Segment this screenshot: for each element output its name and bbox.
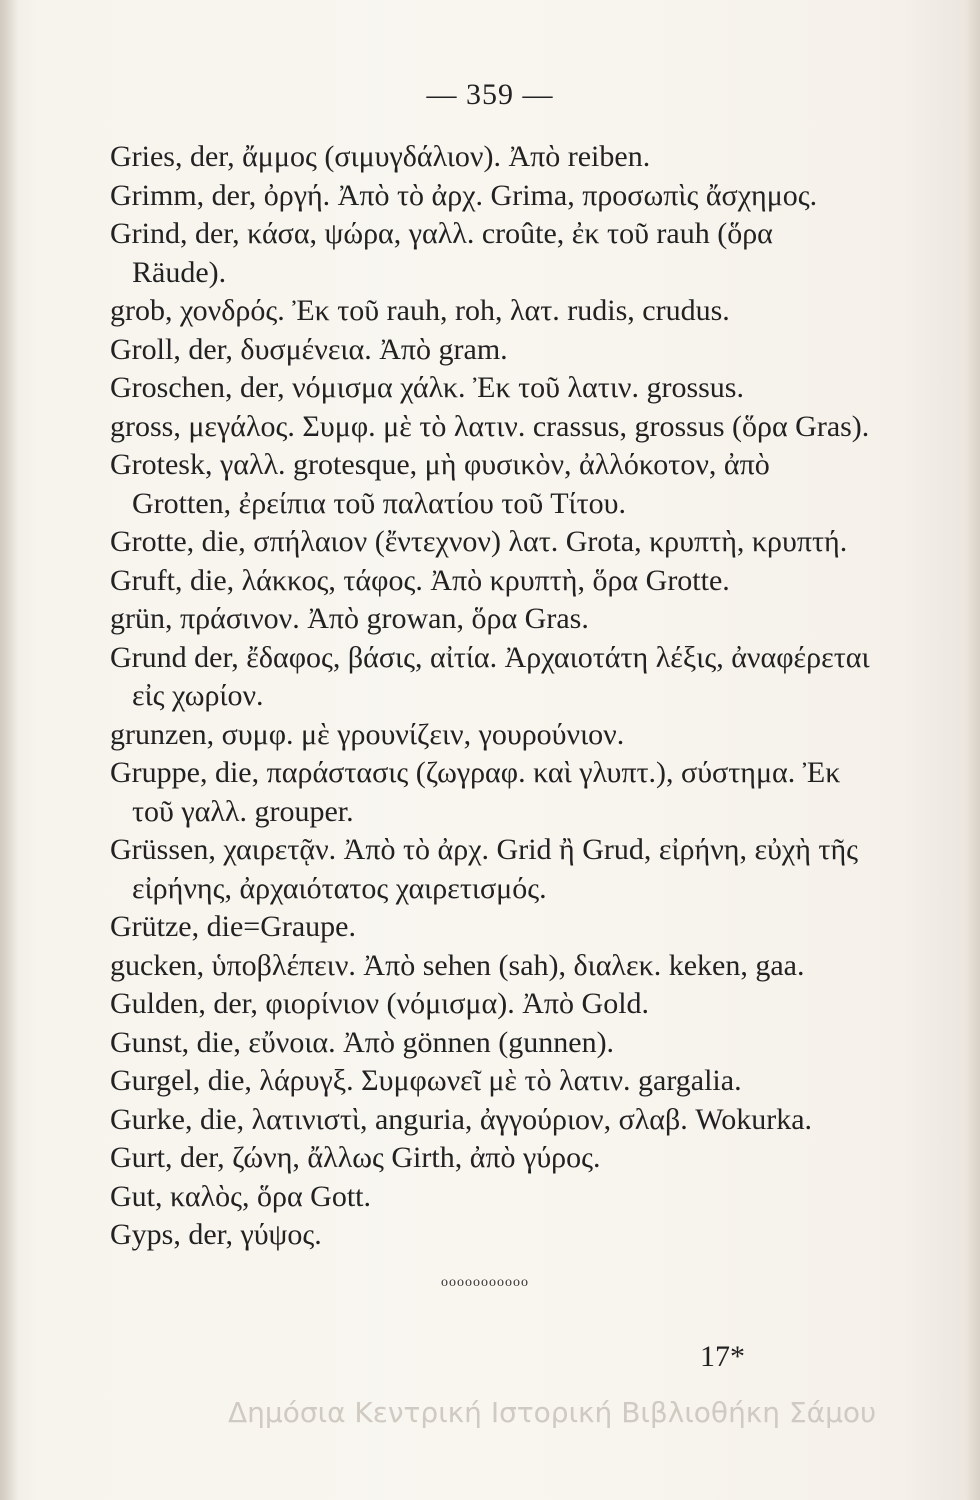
entry-gruppe: Gruppe, die, παράστασις (ζωγραφ. καὶ γλυπτ.), σύστημα. Ἐκ τοῦ γαλλ. grouper. [110,756,841,828]
entry-gunst: Gunst, die, εὔνοια. Ἀπὸ gönnen (gunnen). [110,1025,615,1059]
end-ornament: ooooooooooo [441,1275,529,1290]
entry-grimm: Grimm, der, ὀργή. Ἀπὸ τὸ ἀρχ. Grima, προσωπὶς ἄσχημος. [110,178,818,212]
entry-gruetze: Grütze, die=Graupe. [110,910,356,943]
entry-grunzen: grunzen, συμφ. μὲ γρουνίζειν, γουρούνιον. [110,717,625,751]
entry-gruft: Gruft, die, λάκκος, τάφος. Ἀπὸ κρυπτὴ, ὅρα Grotte. [110,563,730,597]
entry-gulden: Gulden, der, φιορίνιον (νόμισμα). Ἀπὸ Gold. [110,987,650,1020]
page-shadow-right [966,0,980,1500]
entry-gucken: gucken, ὑποβλέπειν. Ἀπὸ sehen (sah), διαλεκ. keken, gaa. [110,948,805,982]
entry-gruessen: Grüssen, χαιρετᾷν. Ἀπὸ τὸ ἀρχ. Grid ἢ Grud, εἰρήνη, εὐχὴ τῆς εἰρήνης, ἀρχαιότατος χαιρετισμός. [110,833,859,905]
entry-gries: Gries, der, ἄμμος (σιμυγδάλιον). Ἀπὸ reiben. [110,140,651,173]
entry-grind: Grind, der, κάσα, ψώρα, γαλλ. croûte, ἐκ τοῦ rauh (ὅρα Räude). [110,217,773,289]
entry-gross: gross, μεγάλος. Συμφ. μὲ τὸ λατιν. crassus, grossus (ὅρα Gras). [110,409,870,443]
entry-gyps: Gyps, der, γύψος. [110,1218,322,1251]
entry-groschen: Groschen, der, νόμισμα χάλκ. Ἐκ τοῦ λατιν. grossus. [110,371,744,404]
entry-grotesk: Grotesk, γαλλ. grotesque, μὴ φυσικὸν, ἀλλόκοτον, ἀπὸ Grotten, ἐρείπια τοῦ παλατίου τοῦ Τίτου. [110,448,770,520]
library-watermark: Δημόσια Κεντρική Ιστορική Βιβλιοθήκη Σάμου [228,1396,877,1429]
entry-gurke: Gurke, die, λατινιστὶ, anguria, ἀγγούριον, σλαβ. Wokurka. [110,1102,813,1136]
entry-gruen: grün, πράσινον. Ἀπὸ growan, ὅρα Gras. [110,602,589,635]
dictionary-entries [110,138,870,1255]
page-shadow-left [0,0,18,1500]
page-number: — 359 — [426,78,554,111]
entry-grob: grob, χονδρός. Ἐκ τοῦ rauh, roh, λατ. rudis, crudus. [110,294,730,327]
signature-mark: 17* [700,1340,745,1373]
entry-groll: Groll, der, δυσμένεια. Ἀπὸ gram. [110,332,508,366]
entry-gurgel: Gurgel, die, λάρυγξ. Συμφωνεῖ μὲ τὸ λατιν. gargalia. [110,1064,742,1097]
entry-grund: Grund der, ἔδαφος, βάσις, αἰτία. Ἀρχαιοτάτη λέξις, ἀναφέρεται εἰς χωρίον. [110,640,870,712]
entry-gurt: Gurt, der, ζώνη, ἄλλως Girth, ἀπὸ γύρος. [110,1141,601,1174]
entry-gut: Gut, καλὸς, ὅρα Gott. [110,1179,372,1213]
entry-grotte: Grotte, die, σπήλαιον (ἔντεχνον) λατ. Grota, κρυπτὴ, κρυπτή. [110,525,848,558]
